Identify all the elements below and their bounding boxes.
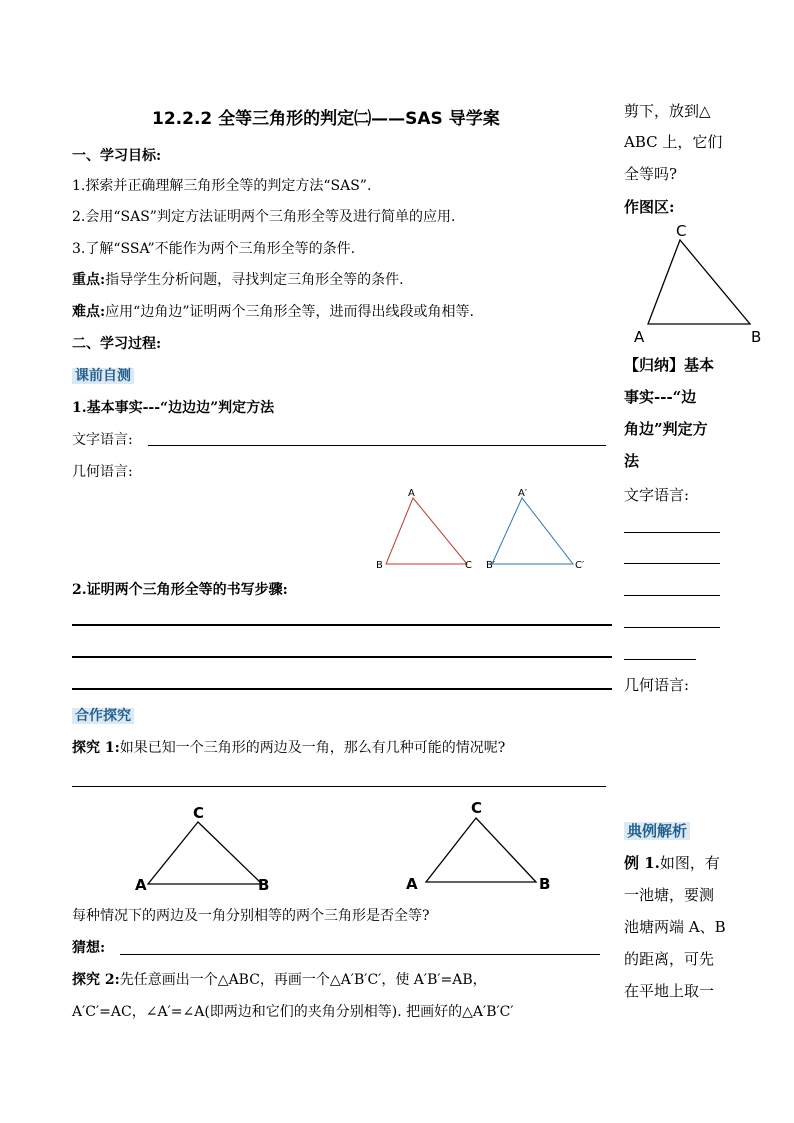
explore-2-line1: [72, 970, 487, 990]
example-tag: [624, 820, 690, 842]
goal-3: 3.了解“SSA”不能作为两个三角形全等的条件.: [72, 241, 356, 257]
explore2-text-1: 先任意画出一个△ABC，再画一个△A′B′C′，使 A′B′=AB，: [119, 972, 487, 988]
side-triangle: [648, 240, 750, 324]
steps-blank-2: [72, 656, 612, 658]
side-geometry-language: 几何语言:: [624, 676, 690, 694]
blue-label-c: C′: [575, 560, 585, 571]
red-label-b: B: [376, 560, 383, 571]
text-language-label: 文字语言:: [72, 432, 133, 448]
explore-left-label-a: A: [135, 876, 147, 894]
side-blank-1: [624, 532, 720, 533]
side-blank-4: [624, 627, 720, 628]
blue-label-b: B′: [486, 560, 496, 571]
explore-2-line2: A′C′=AC，∠A′=∠A(即两边和它们的夹角分别相等). 把画好的△A′B′C′: [72, 1004, 514, 1020]
explore-right-label-c: C: [471, 799, 483, 817]
summary-line-1: 【归纳】基本: [624, 356, 715, 374]
example-label: 例 1.: [624, 854, 660, 872]
example-line-5: 在平地上取一: [624, 982, 715, 1000]
side-triangle-figure: [630, 218, 770, 348]
text-language-blank: [148, 445, 606, 446]
example-tag-label: 典例解析: [624, 822, 690, 840]
side-label-c: C: [676, 222, 687, 240]
summary-line-2: 事实---“边: [624, 388, 697, 406]
explore-right-triangle: [426, 818, 536, 882]
difficult-point: [72, 302, 474, 322]
example-text-1: 如图，有: [659, 854, 720, 872]
blue-label-a: A′: [518, 488, 528, 499]
red-triangle: [386, 498, 467, 564]
side-blank-5: [624, 659, 696, 660]
explore-1: [72, 738, 505, 758]
explore-triangles-figure: [130, 798, 600, 898]
difficult-text: 应用“边角边”证明两个三角形全等，进而得出线段或角相等.: [105, 304, 474, 320]
sss-heading: 1.基本事实---“边边边”判定方法: [72, 400, 275, 416]
explore-right-label-b: B: [539, 875, 551, 893]
explore2-label: 探究 2:: [72, 972, 120, 988]
geometry-language-label: 几何语言:: [72, 464, 133, 480]
key-point: [72, 270, 404, 290]
summary-line-4: 法: [624, 452, 640, 470]
summary-line-3: 角边”判定方: [624, 420, 708, 438]
steps-blank-3: [72, 688, 612, 690]
explore-left-label-c: C: [193, 804, 205, 822]
goal-2: 2.会用“SAS”判定方法证明两个三角形全等及进行简单的应用.: [72, 209, 456, 225]
guess-label: 猜想:: [72, 940, 106, 956]
explore1-text: 如果已知一个三角形的两边及一角，那么有几种可能的情况呢?: [119, 740, 506, 756]
side-line-1: 剪下，放到△: [624, 102, 711, 120]
side-label-a: A: [634, 328, 645, 346]
example-line-4: 的距离，可先: [624, 950, 715, 968]
side-line-2: ABC 上，它们: [624, 133, 723, 151]
process-heading: 二、学习过程:: [72, 336, 162, 352]
pre-test-tag: [72, 366, 134, 386]
side-label-b: B: [751, 328, 762, 346]
side-line-3: 全等吗?: [624, 165, 678, 183]
draw-area-label: 作图区:: [624, 198, 675, 216]
red-label-a: A: [408, 488, 415, 499]
blue-triangle: [492, 498, 573, 564]
question: 每种情况下的两边及一角分别相等的两个三角形是否全等?: [72, 908, 430, 924]
explore1-label: 探究 1:: [72, 740, 120, 756]
key-label: 重点:: [72, 272, 106, 288]
explore-right-label-a: A: [406, 875, 418, 893]
steps-heading: 2.证明两个三角形全等的书写步骤:: [72, 582, 288, 598]
goal-1: 1.探索并正确理解三角形全等的判定方法“SAS”.: [72, 178, 372, 194]
example-line-3: 池塘两端 A、B: [624, 918, 726, 936]
key-text: 指导学生分析问题，寻找判定三角形全等的条件.: [105, 272, 404, 288]
side-blank-2: [624, 563, 720, 564]
explore-left-triangle: [148, 822, 262, 884]
steps-blank-1: [72, 624, 612, 626]
pre-test-label: 课前自测: [72, 368, 134, 384]
goals-heading: 一、学习目标:: [72, 148, 162, 164]
explore-left-label-b: B: [258, 876, 270, 894]
difficult-label: 难点:: [72, 304, 106, 320]
sss-triangles-figure: [370, 484, 610, 576]
side-blank-3: [624, 595, 720, 596]
example-line-1: [624, 852, 720, 874]
side-text-language: 文字语言:: [624, 486, 690, 504]
coop-label: 合作探究: [72, 708, 134, 724]
red-label-c: C: [465, 560, 472, 571]
explore1-blank: [72, 786, 606, 787]
example-line-2: 一池塘，要测: [624, 886, 715, 904]
coop-tag: [72, 706, 134, 726]
guess-blank: [120, 954, 600, 955]
page-title: 12.2.2 全等三角形的判定㈡——SAS 导学案: [152, 109, 500, 129]
